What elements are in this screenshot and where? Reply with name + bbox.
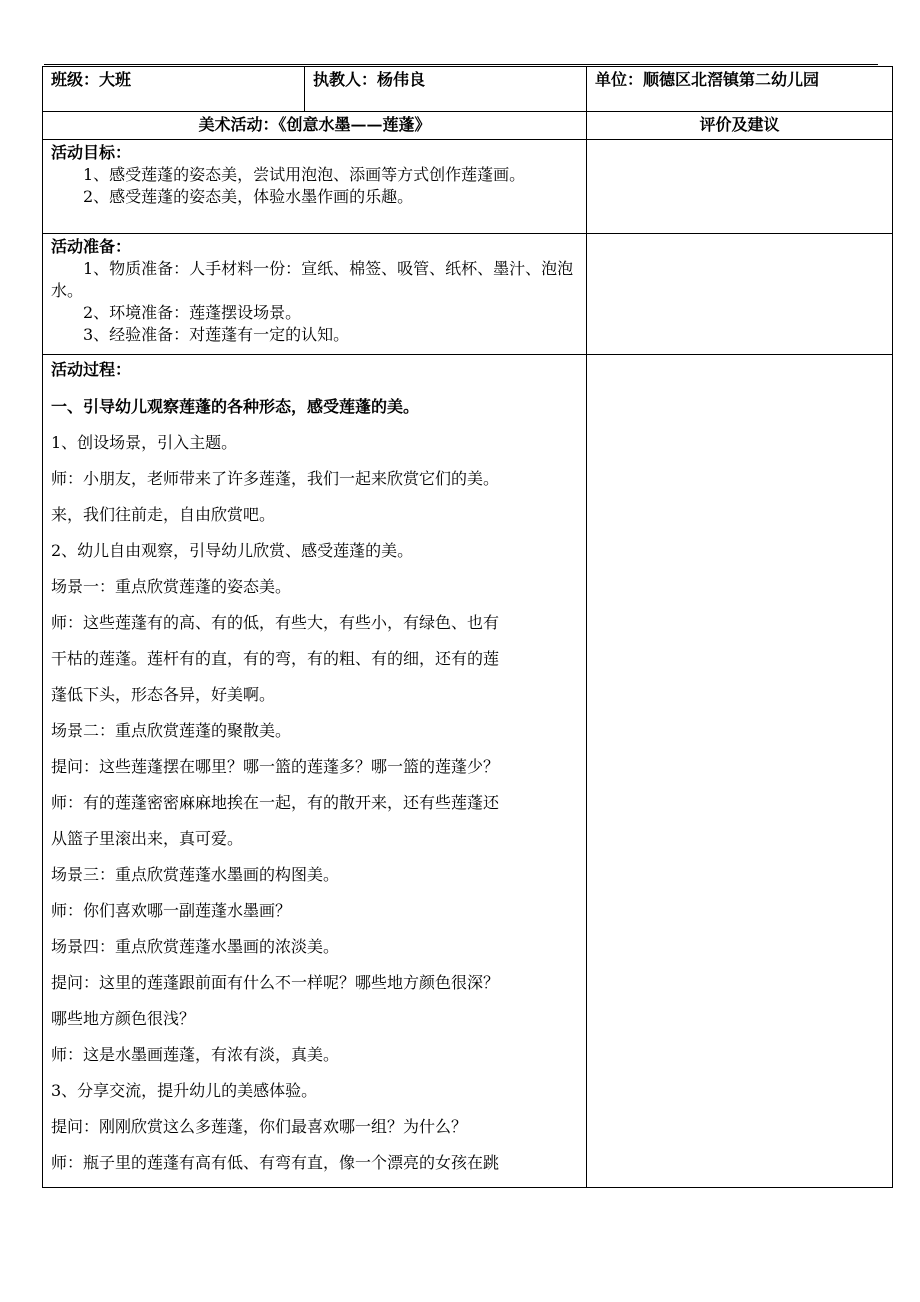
preparation-cell	[43, 234, 587, 355]
process-line: 场景三：重点欣赏莲蓬水墨画的构图美。	[51, 865, 340, 884]
process-line: 师：小朋友，老师带来了许多莲蓬，我们一起来欣赏它们的美。	[51, 469, 500, 488]
preparation-item: 3、经验准备：对莲蓬有一定的认知。	[83, 325, 350, 344]
process-line: 提问：刚刚欣赏这么多莲蓬，你们最喜欢哪一组？为什么？	[51, 1117, 468, 1136]
preparation-row	[43, 234, 893, 355]
process-line: 来，我们往前走，自由欣赏吧。	[51, 505, 276, 524]
process-row	[43, 355, 893, 1188]
top-rule	[44, 64, 878, 65]
title-row	[43, 112, 893, 140]
process-line: 场景四：重点欣赏莲蓬水墨画的浓淡美。	[51, 937, 340, 956]
process-section-heading: 一、引导幼儿观察莲蓬的各种形态，感受莲蓬的美。	[51, 397, 420, 416]
preparation-evaluation-cell	[587, 234, 893, 355]
process-heading: 活动过程：	[51, 360, 132, 379]
process-line: 场景一：重点欣赏莲蓬的姿态美。	[51, 577, 292, 596]
process-line: 从篮子里滚出来，真可爱。	[51, 829, 244, 848]
process-evaluation-cell	[587, 355, 893, 1188]
process-line: 干枯的莲蓬。莲杆有的直，有的弯，有的粗、有的细，还有的莲	[51, 649, 500, 668]
header-row	[43, 67, 893, 112]
process-line: 蓬低下头，形态各异，好美啊。	[51, 685, 276, 704]
unit-label: 单位：顺德区北滘镇第二幼儿园	[587, 67, 893, 112]
process-line: 师：这是水墨画莲蓬，有浓有淡，真美。	[51, 1045, 340, 1064]
goal-item: 2、感受莲蓬的姿态美，体验水墨作画的乐趣。	[83, 187, 414, 206]
process-line: 提问：这里的莲蓬跟前面有什么不一样呢？哪些地方颜色很深？	[51, 973, 500, 992]
process-line: 师：你们喜欢哪一副莲蓬水墨画？	[51, 901, 292, 920]
process-line: 2、幼儿自由观察，引导幼儿欣赏、感受莲蓬的美。	[51, 541, 414, 560]
process-line: 师：有的莲蓬密密麻麻地挨在一起，有的散开来，还有些莲蓬还	[51, 793, 500, 812]
lesson-plan-table	[42, 66, 893, 1188]
process-line: 哪些地方颜色很浅？	[51, 1009, 196, 1028]
process-cell	[43, 355, 587, 1188]
goals-evaluation-cell	[587, 140, 893, 234]
preparation-item: 2、环境准备：莲蓬摆设场景。	[83, 303, 302, 322]
goal-item: 1、感受莲蓬的姿态美，尝试用泡泡、添画等方式创作莲蓬画。	[83, 165, 526, 184]
class-label: 班级：大班	[43, 67, 305, 112]
goals-heading: 活动目标：	[51, 143, 132, 162]
preparation-heading: 活动准备：	[51, 237, 132, 256]
process-line: 师：瓶子里的莲蓬有高有低、有弯有直，像一个漂亮的女孩在跳	[51, 1153, 500, 1172]
process-line: 1、创设场景，引入主题。	[51, 433, 238, 452]
preparation-item: 1、物质准备：人手材料一份：宣纸、棉签、吸管、纸杯、墨汁、泡泡水。	[51, 259, 574, 300]
teacher-label: 执教人：杨伟良	[305, 67, 587, 112]
process-line: 3、分享交流，提升幼儿的美感体验。	[51, 1081, 318, 1100]
evaluation-header: 评价及建议	[587, 112, 893, 140]
process-line: 提问：这些莲蓬摆在哪里？哪一篮的莲蓬多？哪一篮的莲蓬少？	[51, 757, 500, 776]
process-line: 师：这些莲蓬有的高、有的低，有些大，有些小，有绿色、也有	[51, 613, 500, 632]
process-line: 场景二：重点欣赏莲蓬的聚散美。	[51, 721, 292, 740]
activity-title: 美术活动：《创意水墨——莲蓬》	[43, 112, 587, 140]
goals-cell	[43, 140, 587, 234]
goals-row	[43, 140, 893, 234]
